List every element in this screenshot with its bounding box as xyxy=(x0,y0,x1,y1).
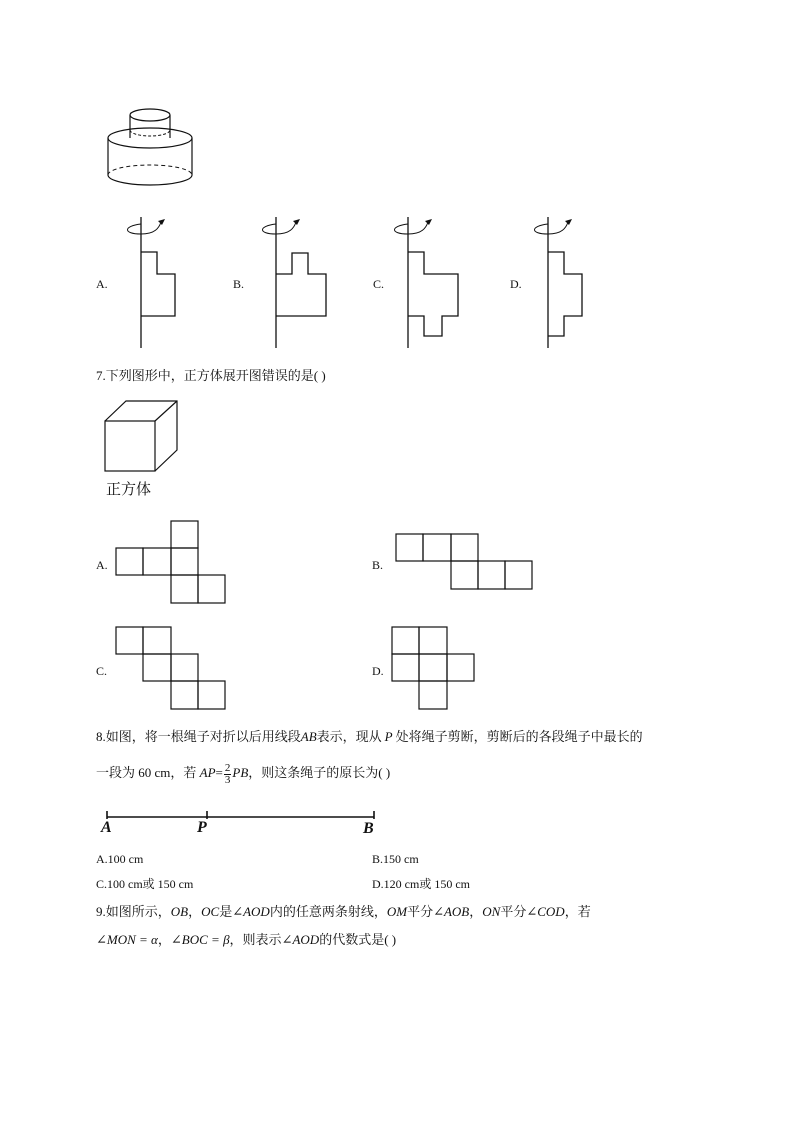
q7-option-c-label[interactable]: C. xyxy=(96,664,108,678)
q8-ap: AP xyxy=(199,765,216,780)
q9-cod: ∠COD xyxy=(526,904,565,919)
q6-option-a-label[interactable]: A. xyxy=(96,277,108,291)
q8-segment-ab: AB xyxy=(300,729,317,744)
q9-aod-1: ∠AOD xyxy=(232,904,270,919)
q7-option-a-label[interactable]: A. xyxy=(96,558,108,572)
q9-text-5: 平分 xyxy=(500,904,527,919)
q9-text-8: 的代数式是( ) xyxy=(319,932,397,947)
q8-frac-num: 2 xyxy=(224,761,231,774)
q9-stem-line1 xyxy=(96,904,591,920)
q9-comma-3: ， xyxy=(157,932,171,947)
q9-text-7: ，则表示 xyxy=(229,932,282,947)
q8-text-5: ，则这条绳子的原长为( ) xyxy=(248,765,391,780)
q8-text-3: 处将绳子剪断，剪断后的各段绳子中最长的 xyxy=(395,729,643,744)
q8-stem-line2 xyxy=(96,758,390,788)
q9-mon: ∠MON = α xyxy=(96,932,158,947)
q6-option-b-figure xyxy=(250,212,340,352)
q8-text-2: 表示，现从 xyxy=(316,729,382,744)
q9-stem-line2 xyxy=(96,932,396,948)
q9-boc: ∠BOC = β xyxy=(170,932,230,947)
q8-point-p: P xyxy=(384,729,393,744)
q9-on: ON xyxy=(482,904,501,919)
cube-caption: 正方体 xyxy=(106,480,152,498)
cube-figure xyxy=(104,400,184,472)
q8-label-b: B xyxy=(363,820,374,837)
q8-option-d[interactable]: D.120 cm或 150 cm xyxy=(372,877,470,891)
q9-om: OM xyxy=(386,904,408,919)
q7-net-d xyxy=(392,627,478,712)
q8-eq: = xyxy=(215,765,223,780)
q9-text-3: 内的任意两条射线， xyxy=(269,904,387,919)
q6-option-c-label[interactable]: C. xyxy=(373,277,385,291)
q7-stem: 7.下列图形中，正方体展开图错误的是( ) xyxy=(96,368,326,383)
q8-option-b[interactable]: B.150 cm xyxy=(372,852,419,866)
q6-option-d-label[interactable]: D. xyxy=(510,277,522,291)
q8-label-a: A xyxy=(101,819,112,836)
q9-aod-2: ∠AOD xyxy=(281,932,320,947)
q9-ob: OB xyxy=(170,904,189,919)
q8-frac-den: 3 xyxy=(224,773,231,786)
q9-text-1: 9.如图所示， xyxy=(96,904,171,919)
q9-text-2: 是 xyxy=(219,904,233,919)
q7-option-d-label[interactable]: D. xyxy=(372,664,384,678)
q8-segment-figure xyxy=(104,805,379,845)
q8-stem-line1 xyxy=(96,729,643,745)
q9-comma-2: ， xyxy=(469,904,483,919)
q6-option-a-figure xyxy=(115,212,185,352)
stacked-cylinders-figure xyxy=(100,100,210,195)
q6-option-c-figure xyxy=(382,212,472,352)
q8-text-1: 8.如图，将一根绳子对折以后用线段 xyxy=(96,729,301,744)
q7-net-c xyxy=(116,627,228,712)
q6-option-d-figure xyxy=(522,212,592,352)
q9-text-4: 平分 xyxy=(407,904,434,919)
q6-option-b-label[interactable]: B. xyxy=(233,277,245,291)
q9-comma-1: ， xyxy=(188,904,202,919)
q9-aob: ∠AOB xyxy=(433,904,470,919)
q9-oc: OC xyxy=(201,904,220,919)
q9-text-6: ，若 xyxy=(564,904,591,919)
q8-pb: PB xyxy=(232,765,249,780)
q8-label-p: P xyxy=(197,819,207,836)
q7-option-b-label[interactable]: B. xyxy=(372,558,384,572)
q7-net-b xyxy=(396,534,536,592)
q8-text-4: 一段为 60 cm，若 xyxy=(96,765,197,780)
q8-option-c[interactable]: C.100 cm或 150 cm xyxy=(96,877,194,891)
q7-net-a xyxy=(116,521,228,606)
q8-fraction xyxy=(224,763,232,786)
q8-option-a[interactable]: A.100 cm xyxy=(96,852,144,866)
